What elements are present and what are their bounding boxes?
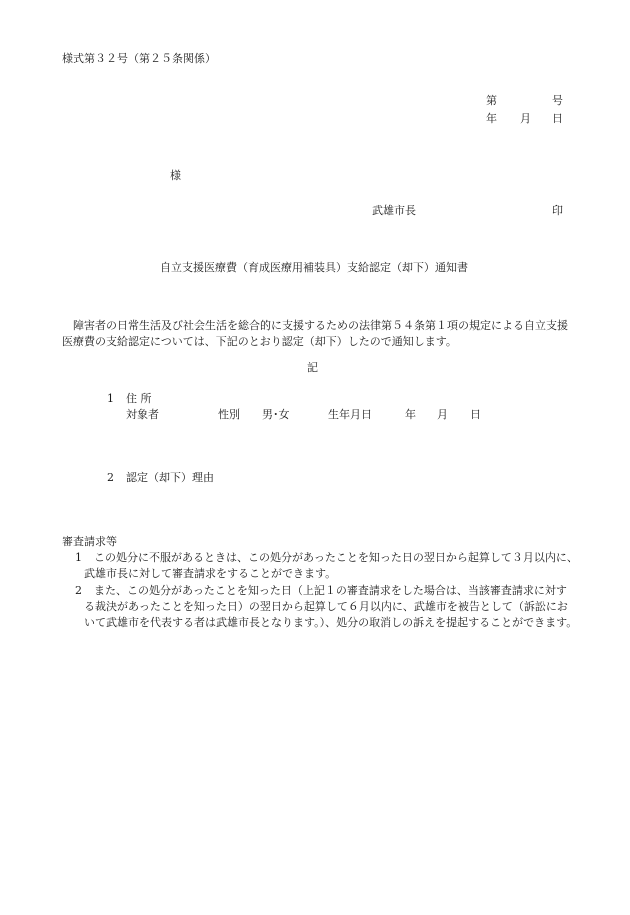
issuer-title: 武雄市長 <box>372 204 416 217</box>
appeal-item2-number: 2 <box>75 584 82 597</box>
item1-gender-label: 性別 <box>218 408 240 421</box>
date-day-label: 日 <box>552 112 563 125</box>
item1-address-label: 住 所 <box>126 392 152 405</box>
form-label: 様式第３２号（第２５条関係） <box>62 52 216 65</box>
item1-subject-label: 対象者 <box>126 408 159 421</box>
item1-gender-options: 男･女 <box>262 408 290 421</box>
appeal-item1-line-1: この処分に不服があるときは、この処分があったことを知った日の翌日から起算して３月以内に、 <box>94 551 578 564</box>
item2-label: 認定（却下）理由 <box>126 471 214 484</box>
item1-birth-month: 月 <box>437 408 448 421</box>
appeal-item1-number: 1 <box>75 551 82 564</box>
document-title: 自立支援医療費（育成医療用補装具）支給認定（却下）通知書 <box>160 261 468 274</box>
date-year-label: 年 <box>486 112 497 125</box>
ki-heading: 記 <box>307 361 318 374</box>
body-line-1: 障害者の日常生活及び社会生活を総合的に支援するための法律第５４条第１項の規定による自立支援 <box>73 319 568 332</box>
recipient-honorific: 様 <box>170 169 181 182</box>
appeal-heading: 審査請求等 <box>62 535 117 548</box>
item1-birth-day: 日 <box>470 408 481 421</box>
doc-number-suffix: 号 <box>552 94 563 107</box>
doc-number-prefix: 第 <box>486 94 497 107</box>
appeal-item2-line-1: また、この処分があったことを知った日（上記１の審査請求をした場合は、当該審査請求に対す <box>94 584 567 597</box>
appeal-item2-line-3: いて武雄市を代表する者は武雄市長となります。）、処分の取消しの訴えを提起することができます。 <box>84 616 578 629</box>
issuer-seal: 印 <box>552 204 563 217</box>
item1-number: 1 <box>107 392 114 405</box>
body-line-2: 医療費の支給認定については、下記のとおり認定（却下）したので通知します。 <box>62 335 457 348</box>
item1-birth-label: 生年月日 <box>328 408 372 421</box>
item1-birth-year: 年 <box>405 408 416 421</box>
appeal-item1-line-2: 武雄市長に対して審査請求をすることができます。 <box>84 567 337 580</box>
appeal-item2-line-2: る裁決があったことを知った日）の翌日から起算して６月以内に、武雄市を被告として（訴訟にお <box>84 600 568 613</box>
item2-number: 2 <box>107 471 114 484</box>
date-month-label: 月 <box>520 112 531 125</box>
